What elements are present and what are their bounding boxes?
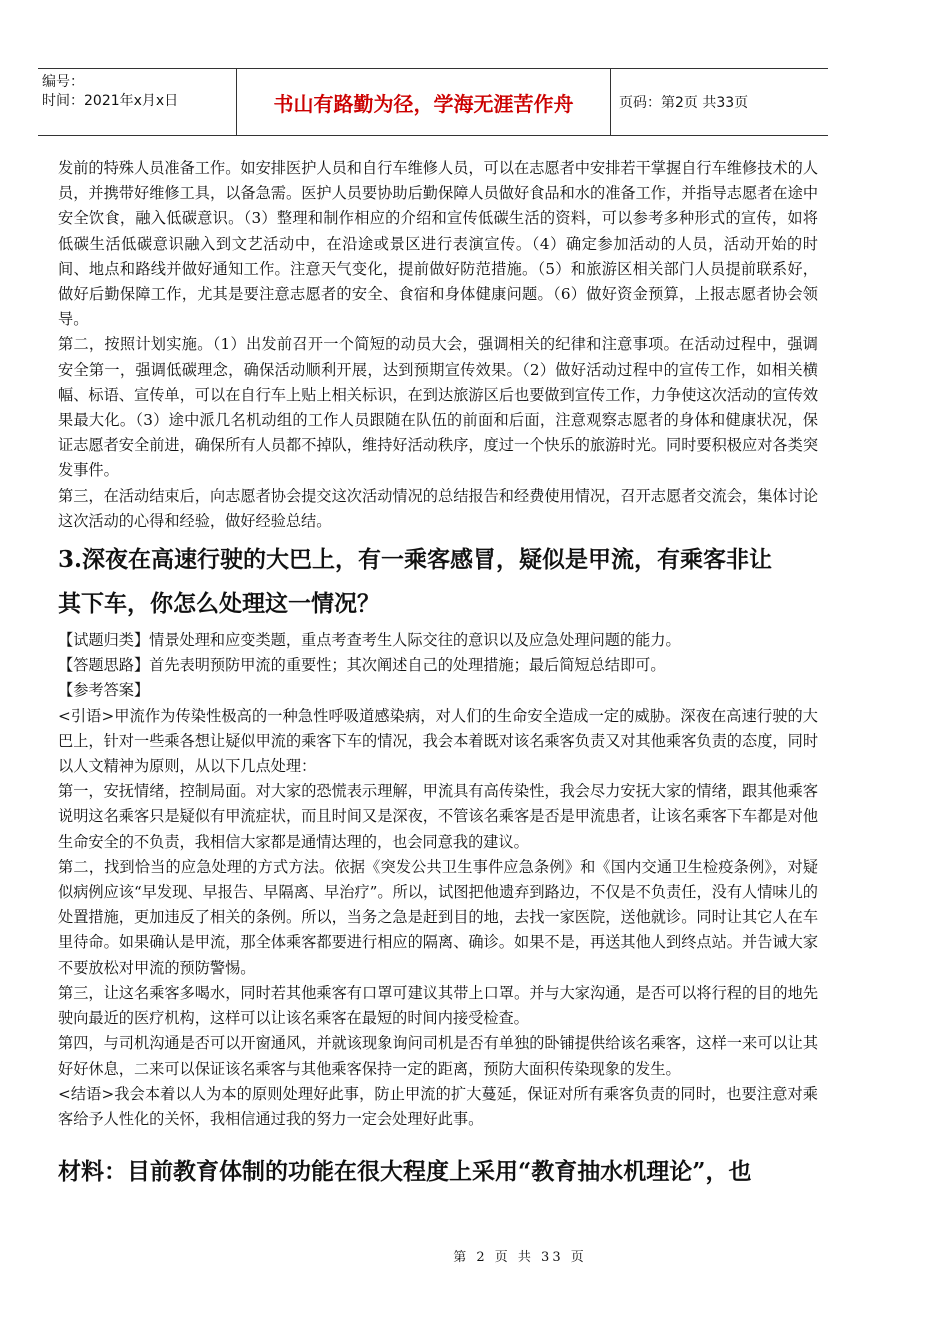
answer-label: 【参考答案】 <box>58 681 150 700</box>
answer-point: 第一，安抚情绪，控制局面。对大家的恐慌表示理解，甲流具有高传染性，我会尽力安抚大家的情绪，跟其他乘客说明这名乘客只是疑似有甲流症状，而且时间又是深夜，不管该名乘客是否是甲流患者，让该名乘客下车都是对他生命安全的不负责，我相信大家都是通情达理的，也会同意我的建议。 <box>58 782 818 851</box>
time-label: 时间：2021年x月x日 <box>42 93 179 109</box>
question-category: 【试题归类】情景处理和应变类题，重点考查考生人际交往的意识以及应急处理问题的能力。 <box>58 631 681 650</box>
material-title: 材料：目前教育体制的功能在很大程度上采用“教育抽水机理论”，也 <box>58 1158 752 1186</box>
spacer <box>58 1132 818 1150</box>
header-meta <box>38 69 237 135</box>
header-table <box>38 68 828 136</box>
question-title-line2: 其下车，你怎么处理这一情况？ <box>58 590 380 618</box>
number-label: 编号： <box>42 74 84 90</box>
answer-point: 第四，与司机沟通是否可以开窗通风，并就该现象询问司机是否有单独的卧铺提供给该名乘客，这样一来可以让其好好休息，二来可以保证该名乘客与其他乘客保持一定的距离，预防大面积传染现象的发生。 <box>58 1034 818 1078</box>
question-title <box>58 538 818 626</box>
document-body <box>58 156 818 1194</box>
paragraph: 第二，按照计划实施。（1）出发前召开一个简短的动员大会，强调相关的纪律和注意事项。在活动过程中，强调安全第一，强调低碳理念，确保活动顺利开展，达到预期宣传效果。（2）做好活动过程中的宣传工作，如相关横幅、标语、宣传单，可以在自行车上贴上相关标识，在到达旅游区后也要做到宣传工作，力争使这次活动的宣传效果最大化。（3）途中派几名机动组的工作人员跟随在队伍的前面和后面，注意观察志愿者的身体和健康状况，保证志愿者安全前进，确保所有人员都不掉队，维持好活动秩序，度过一个快乐的旅游时光。同时要积极应对各类突发事件。 <box>58 335 818 480</box>
header-page-label: 页码：第2页 共33页 <box>619 95 749 111</box>
answer-point: 第三，让这名乘客多喝水，同时若其他乘客有口罩可建议其带上口罩。并与大家沟通，是否可以将行程的目的地先驶向最近的医疗机构，这样可以让该名乘客在最短的时间内接受检查。 <box>58 983 818 1028</box>
answer-conclusion: <结语>我会本着以人为本的原则处理好此事，防止甲流的扩大蔓延，保证对所有乘客负责的同时，也要注意对乘客给予人性化的关怀，我相信通过我的努力一定会处理好此事。 <box>58 1084 818 1128</box>
question-approach: 【答题思路】首先表明预防甲流的重要性；其次阐述自己的处理措施；最后简短总结即可。 <box>58 656 666 675</box>
paragraph: 发前的特殊人员准备工作。如安排医护人员和自行车维修人员，可以在志愿者中安排若干掌握自行车维修技术的人员，并携带好维修工具，以备急需。医护人员要协助后勤保障人员做好食品和水的准备工作，并指导志愿者在途中安全饮食，融入低碳意识。（3）整理和制作相应的介绍和宣传低碳生活的资料，可以参考多种形式的宣传，如将低碳生活低碳意识融入到文艺活动中，在沿途或景区进行表演宣传。（4）确定参加活动的人员，活动开始的时间、地点和路线并做好通知工作。注意天气变化，提前做好防范措施。（5）和旅游区相关部门人员提前联系好，做好后勤保障工作，尤其是要注意志愿者的安全、食宿和身体健康问题。（6）做好资金预算，上报志愿者协会领导。 <box>58 159 818 329</box>
paragraph: 第三，在活动结束后，向志愿者协会提交这次活动情况的总结报告和经费使用情况，召开志愿者交流会，集体讨论这次活动的心得和经验，做好经验总结。 <box>58 486 818 530</box>
header-motto: 书山有路勤为径，学海无涯苦作舟 <box>237 69 611 135</box>
answer-point: 第二，找到恰当的应急处理的方式方法。依据《突发公共卫生事件应急条例》和《国内交通卫生检疫条例》，对疑似病例应该“早发现、早报告、早隔离、早治疗”。所以，试图把他遗弃到路边，不仅是不负责任，没有人情味儿的处置措施，更加违反了相关的条例。所以，当务之急是赶到目的地，去找一家医院，送他就诊。同时让其它人在车里待命。如果确认是甲流，那全体乘客都要进行相应的隔离、确诊。如果不是，再送其他人到终点站。并告诫大家不要放松对甲流的预防警惕。 <box>58 857 818 977</box>
answer-intro: <引语>甲流作为传染性极高的一种急性呼吸道感染病，对人们的生命安全造成一定的威胁。深夜在高速行驶的大巴上，针对一些乘各想让疑似甲流的乘客下车的情况，我会本着既对该名乘客负责又对其他乘客负责的态度，同时以人文精神为原则，从以下几点处理： <box>58 706 818 776</box>
question-title-line1: 3.深夜在高速行驶的大巴上，有一乘客感冒，疑似是甲流，有乘客非让 <box>58 546 773 574</box>
page-footer: 第 2 页 共 33 页 <box>453 1250 587 1265</box>
